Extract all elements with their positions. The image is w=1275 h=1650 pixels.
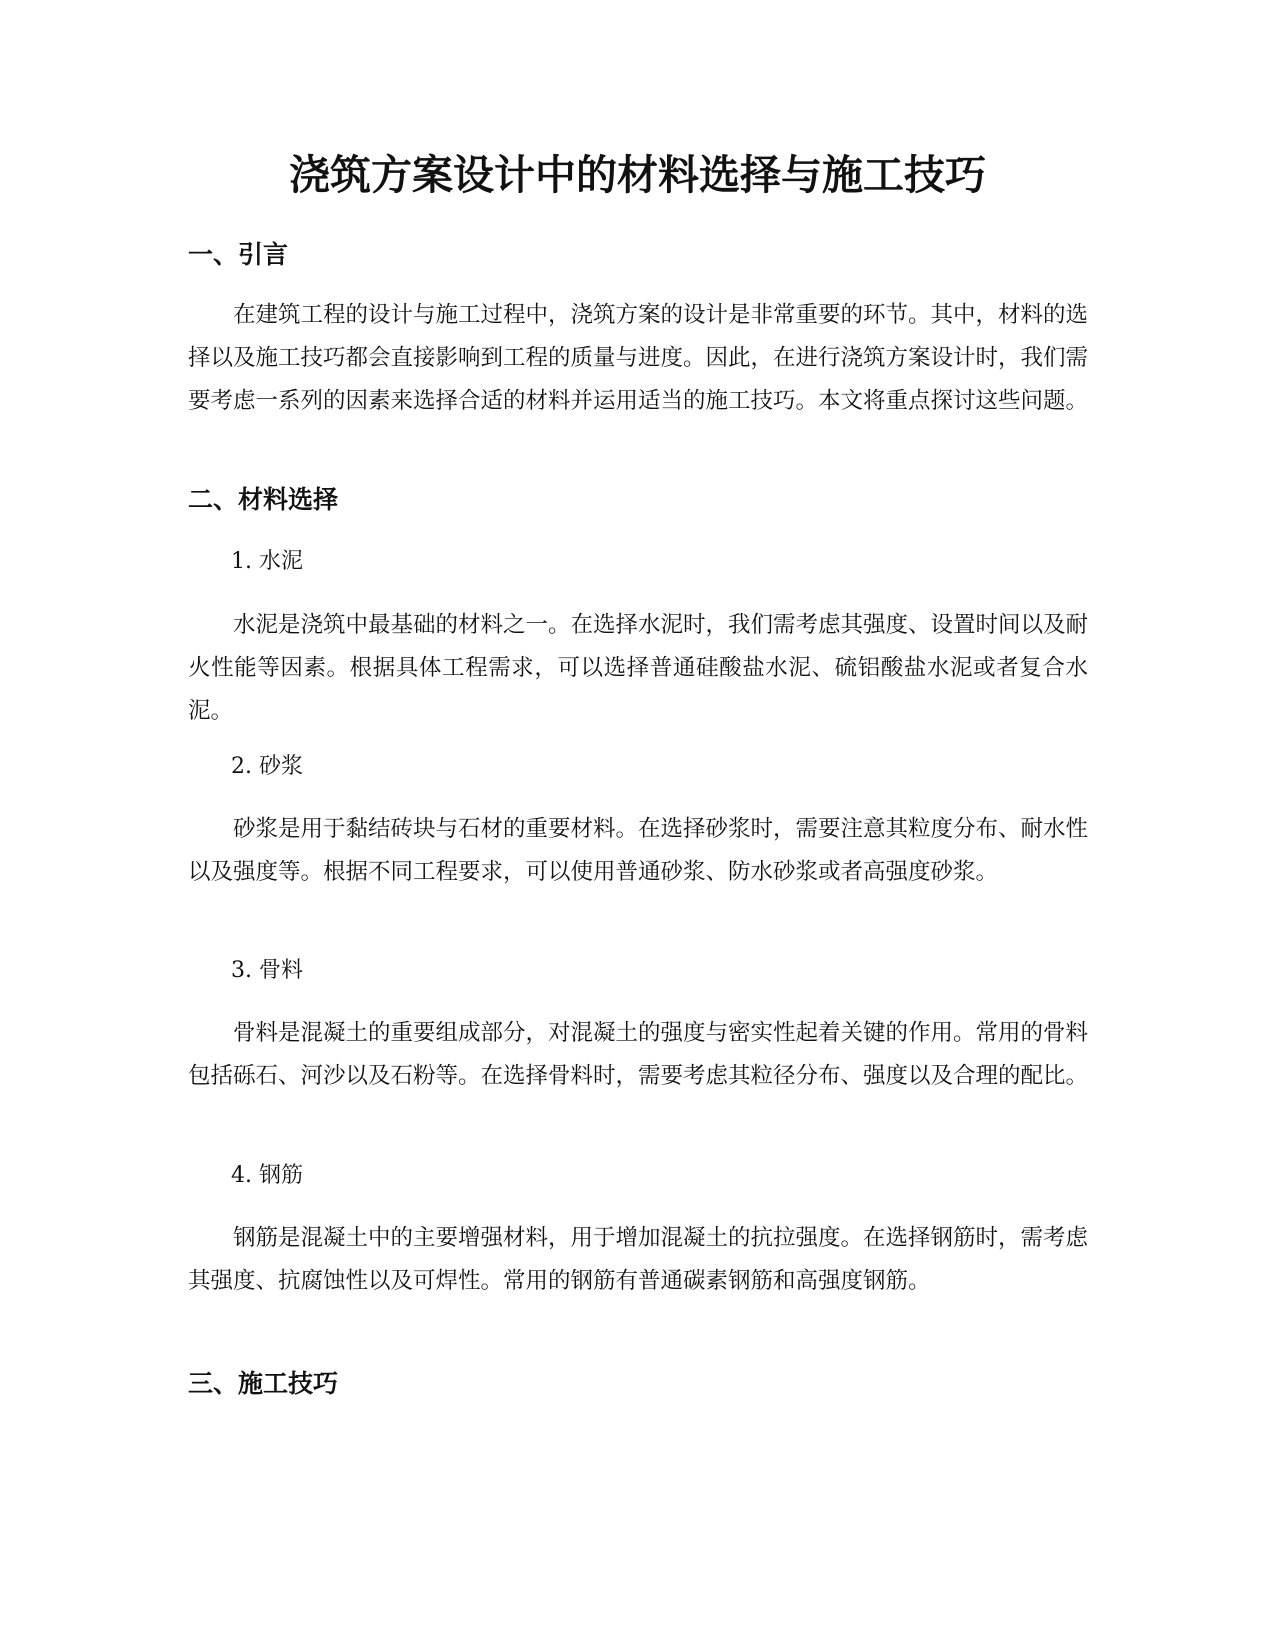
intro-paragraph: 在建筑工程的设计与施工过程中，浇筑方案的设计是非常重要的环节。其中，材料的选择以及施工技巧都会直接影响到工程的质量与进度。因此，在进行浇筑方案设计时，我们需要考虑一系列的因素来选择合适的材料并运用适当的施工技巧。本文将重点探讨这些问题。: [188, 302, 1089, 414]
section-heading-intro: 一、引言: [188, 240, 289, 269]
material-item-label-aggregate: 3. 骨料: [231, 958, 303, 983]
document-title: 浇筑方案设计中的材料选择与施工技巧: [289, 151, 986, 199]
section-heading-materials: 二、材料选择: [188, 485, 339, 514]
material-paragraph-cement: 水泥是浇筑中最基础的材料之一。在选择水泥时，我们需考虑其强度、设置时间以及耐火性能等因素。根据具体工程需求，可以选择普通硅酸盐水泥、硫铝酸盐水泥或者复合水泥。: [188, 612, 1089, 724]
material-paragraph-aggregate: 骨料是混凝土的重要组成部分，对混凝土的强度与密实性起着关键的作用。常用的骨料包括砾石、河沙以及石粉等。在选择骨料时，需要考虑其粒径分布、强度以及合理的配比。: [188, 1020, 1089, 1089]
material-paragraph-rebar: 钢筋是混凝土中的主要增强材料，用于增加混凝土的抗拉强度。在选择钢筋时，需考虑其强度、抗腐蚀性以及可焊性。常用的钢筋有普通碳素钢筋和高强度钢筋。: [188, 1225, 1089, 1294]
material-item-label-rebar: 4. 钢筋: [231, 1163, 303, 1188]
material-paragraph-mortar: 砂浆是用于黏结砖块与石材的重要材料。在选择砂浆时，需要注意其粒度分布、耐水性以及强度等。根据不同工程要求，可以使用普通砂浆、防水砂浆或者高强度砂浆。: [188, 816, 1089, 885]
section-heading-techniques: 三、施工技巧: [188, 1369, 339, 1398]
material-item-label-mortar: 2. 砂浆: [231, 754, 303, 779]
material-item-label-cement: 1. 水泥: [231, 549, 303, 574]
